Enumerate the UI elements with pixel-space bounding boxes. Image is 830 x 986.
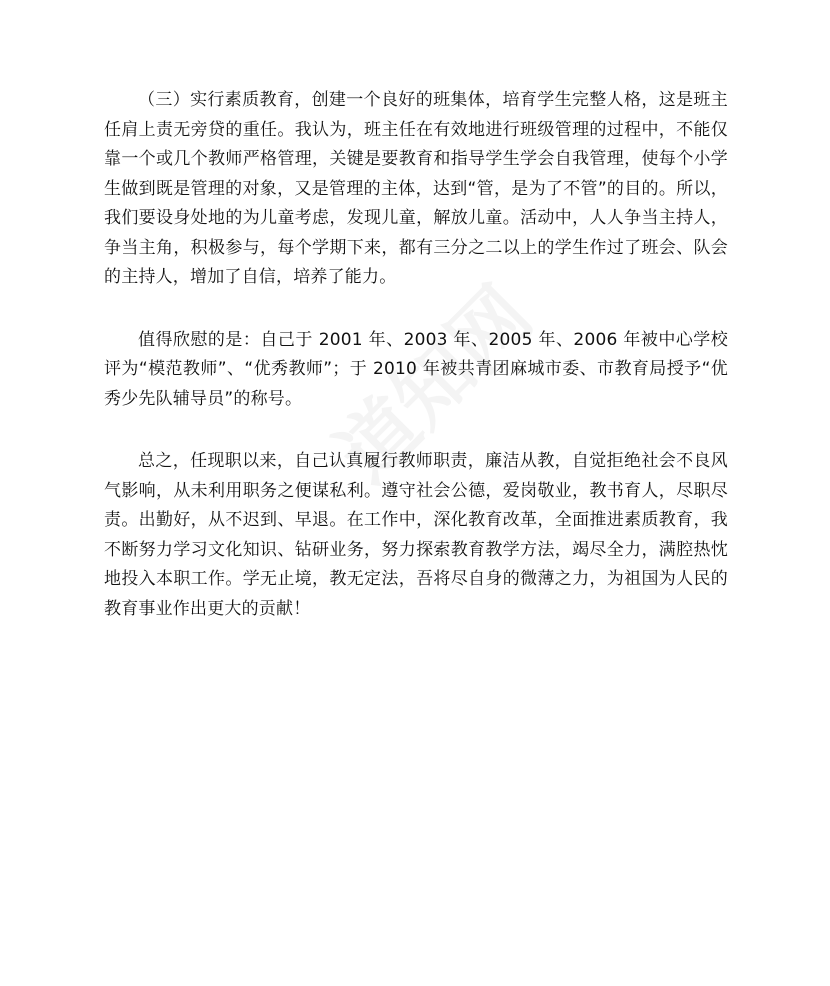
paragraph-honors: 值得欣慰的是：自己于 2001 年、2003 年、2005 年、2006 年被中心学校评为“模范教师”、“优秀教师”；于 2010 年被共青团麻城市委、市教育局授予“优秀少先队辅导员”的称号。 (104, 329, 728, 409)
paragraph-summary: 总之，任现职以来，自己认真履行教师职责，廉洁从教，自觉拒绝社会不良风气影响，从未利用职务之便谋私利。遵守社会公德，爱岗敬业，教书育人，尽职尽责。出勤好，从不迟到、早退。在工作中，深化教育改革，全面推进素质教育，我不断努力学习文化知识、钻研业务，努力探索教育教学方法，竭尽全力，满腔热忱地投入本职工作。学无止境，教无定法，吾将尽自身的微薄之力，为祖国为人民的教育事业作出更大的贡献！ (104, 451, 728, 619)
paragraph-quality-education: （三）实行素质教育，创建一个良好的班集体，培育学生完整人格，这是班主任肩上责无旁贷的重任。我认为，班主任在有效地进行班级管理的过程中，不能仅靠一个或几个教师严格管理，关键是要教育和指导学生学会自我管理，使每个小学生做到既是管理的对象，又是管理的主体，达到“管，是为了不管”的目的。所以，我们要设身处地的为儿童考虑，发现儿童，解放儿童。活动中，人人争当主持人，争当主角，积极参与，每个学期下来，都有三分之二以上的学生作过了班会、队会的主持人，增加了自信，培养了能力。 (104, 90, 728, 287)
document-body (104, 86, 728, 624)
